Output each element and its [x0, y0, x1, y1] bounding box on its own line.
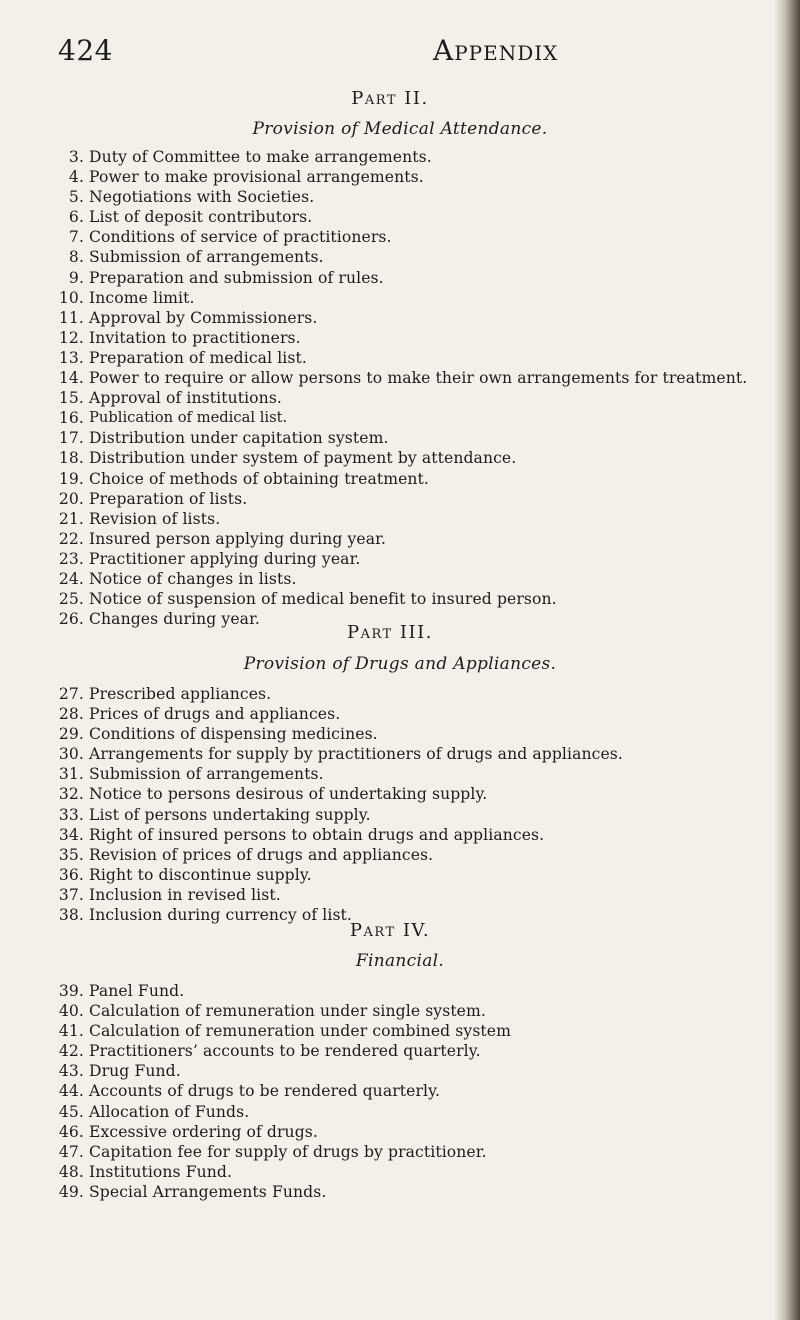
- item-text: Prices of drugs and appliances.: [89, 705, 341, 724]
- list-item: [0, 764, 790, 784]
- item-number: 5.: [68, 188, 84, 207]
- list-item: [0, 489, 790, 509]
- item-number: 35.: [58, 845, 84, 864]
- item-text: Prescribed appliances.: [89, 685, 272, 703]
- list-item: [0, 744, 790, 764]
- item-text: Submission of arrangements.: [89, 248, 324, 267]
- list-item: [0, 509, 790, 529]
- item-text: Special Arrangements Funds.: [89, 1182, 327, 1201]
- item-number: 22.: [58, 529, 84, 548]
- item-number: 26.: [58, 610, 84, 629]
- page-edge-shadow: [774, 0, 800, 1320]
- item-text: Capitation fee for supply of drugs by practitioner.: [89, 1142, 487, 1161]
- item-number: 49.: [58, 1182, 84, 1201]
- list-item: [0, 448, 790, 468]
- item-text: Right to discontinue supply.: [89, 865, 312, 884]
- item-number: 46.: [58, 1122, 84, 1141]
- list-item: [0, 1001, 790, 1021]
- part-subtitle: Provision of Drugs and Appliances.: [243, 654, 557, 674]
- item-number: 33.: [58, 805, 84, 824]
- list-item: [0, 207, 790, 227]
- item-text: Inclusion during currency of list.: [89, 906, 352, 925]
- item-number: 17.: [58, 429, 84, 448]
- item-text: Panel Fund.: [89, 982, 185, 1000]
- item-text: Right of insured persons to obtain drugs and appliances.: [89, 825, 545, 844]
- item-number: 41.: [58, 1022, 84, 1041]
- item-number: 27.: [58, 685, 84, 703]
- part-subtitle: Financial.: [355, 951, 445, 971]
- item-text: Conditions of service of practitioners.: [89, 228, 392, 247]
- item-number: 42.: [58, 1042, 84, 1061]
- item-text: Preparation of medical list.: [89, 348, 307, 367]
- list-item: [0, 368, 790, 388]
- list-item: [0, 865, 790, 885]
- item-number: 36.: [58, 865, 84, 884]
- item-number: 10.: [58, 288, 84, 307]
- list-item: [0, 529, 790, 549]
- list-item: [0, 784, 790, 804]
- list-item: [0, 549, 790, 569]
- list-item: [0, 684, 790, 704]
- list-item: [0, 589, 790, 609]
- item-text: Excessive ordering of drugs.: [89, 1122, 318, 1141]
- item-text: Revision of prices of drugs and appliances.: [89, 845, 434, 864]
- list-item: [0, 308, 790, 328]
- item-number: 32.: [58, 785, 84, 804]
- list-item: [0, 268, 790, 288]
- item-number: 29.: [58, 725, 84, 744]
- list-item: [0, 247, 790, 267]
- item-number: 44.: [58, 1082, 84, 1101]
- list-item: [0, 1081, 790, 1101]
- item-text: Practitioner applying during year.: [89, 549, 361, 568]
- item-text: Practitioners’ accounts to be rendered quarterly.: [89, 1042, 481, 1061]
- list-item: [0, 408, 790, 428]
- item-text: Calculation of remuneration under single system.: [89, 1002, 486, 1021]
- item-text: Notice of changes in lists.: [89, 569, 297, 588]
- item-text: Power to make provisional arrangements.: [89, 168, 424, 187]
- list-item: [0, 569, 790, 589]
- item-text: Submission of arrangements.: [89, 765, 324, 784]
- item-text: Revision of lists.: [89, 509, 221, 528]
- part-3-entries: [0, 684, 790, 925]
- list-item: [0, 1041, 790, 1061]
- page-number: 424: [58, 34, 113, 67]
- item-text: Insured person applying during year.: [89, 529, 387, 548]
- item-text: List of deposit contributors.: [89, 208, 313, 227]
- item-text: Distribution under capitation system.: [89, 429, 389, 448]
- list-item: [0, 1182, 790, 1202]
- item-number: 6.: [68, 208, 84, 227]
- item-number: 8.: [68, 248, 84, 267]
- item-text: Drug Fund.: [89, 1062, 181, 1081]
- list-item: [0, 1021, 790, 1041]
- item-text: Conditions of dispensing medicines.: [89, 725, 378, 744]
- item-text: Power to require or allow persons to make their own arrangements for treatment.: [89, 369, 748, 388]
- part-heading: Part IV.: [349, 920, 431, 941]
- list-item: [0, 328, 790, 348]
- part-subtitle: Provision of Medical Attendance.: [252, 119, 548, 139]
- item-text: Accounts of drugs to be rendered quarterly.: [89, 1082, 441, 1101]
- item-number: 31.: [58, 765, 84, 784]
- list-item: [0, 147, 790, 167]
- item-text: Inclusion in revised list.: [89, 885, 281, 904]
- list-item: [0, 469, 790, 489]
- part-heading: Part III.: [346, 622, 433, 643]
- item-number: 9.: [68, 268, 84, 287]
- list-item: [0, 981, 790, 1001]
- list-item: [0, 1142, 790, 1162]
- item-number: 4.: [68, 168, 84, 187]
- part-4-entries: [0, 981, 790, 1202]
- list-item: [0, 348, 790, 368]
- item-number: 28.: [58, 705, 84, 724]
- item-number: 37.: [58, 885, 84, 904]
- list-item: [0, 825, 790, 845]
- item-text: Preparation of lists.: [89, 489, 248, 508]
- list-item: [0, 187, 790, 207]
- list-item: [0, 428, 790, 448]
- item-number: 15.: [58, 389, 84, 408]
- item-number: 25.: [58, 590, 84, 609]
- part-heading: Part II.: [351, 88, 429, 109]
- item-number: 21.: [58, 509, 84, 528]
- list-item: [0, 704, 790, 724]
- item-text: Approval of institutions.: [89, 389, 282, 408]
- item-number: 16.: [58, 409, 84, 428]
- item-number: 30.: [58, 745, 84, 764]
- item-number: 45.: [58, 1102, 84, 1121]
- list-item: [0, 167, 790, 187]
- list-item: [0, 388, 790, 408]
- item-text: Notice of suspension of medical benefit to insured person.: [89, 590, 557, 609]
- item-text: Publication of medical list.: [89, 409, 288, 427]
- item-text: Invitation to practitioners.: [89, 328, 301, 347]
- item-number: 40.: [58, 1002, 84, 1021]
- item-text: Duty of Committee to make arrangements.: [89, 148, 432, 166]
- item-text: Income limit.: [89, 288, 195, 307]
- item-number: 23.: [58, 549, 84, 568]
- part-2-entries: [0, 147, 790, 629]
- list-item: [0, 845, 790, 865]
- list-item: [0, 885, 790, 905]
- item-text: Arrangements for supply by practitioners of drugs and appliances.: [89, 745, 623, 764]
- item-text: Notice to persons desirous of undertaking supply.: [89, 785, 488, 804]
- item-number: 13.: [58, 348, 84, 367]
- list-item: [0, 1162, 790, 1182]
- list-item: [0, 288, 790, 308]
- item-number: 3.: [68, 148, 84, 166]
- item-number: 14.: [58, 369, 84, 388]
- item-text: Preparation and submission of rules.: [89, 268, 384, 287]
- item-number: 12.: [58, 328, 84, 347]
- item-number: 20.: [58, 489, 84, 508]
- item-text: Choice of methods of obtaining treatment.: [89, 469, 429, 488]
- list-item: [0, 1122, 790, 1142]
- item-text: Negotiations with Societies.: [89, 188, 315, 207]
- item-number: 39.: [58, 982, 84, 1000]
- item-number: 47.: [58, 1142, 84, 1161]
- item-number: 43.: [58, 1062, 84, 1081]
- item-text: Distribution under system of payment by attendance.: [89, 449, 517, 468]
- item-text: Allocation of Funds.: [89, 1102, 250, 1121]
- running-head: [58, 30, 748, 70]
- list-item: [0, 1102, 790, 1122]
- item-number: 19.: [58, 469, 84, 488]
- item-text: Changes during year.: [89, 610, 260, 629]
- list-item: [0, 724, 790, 744]
- list-item: [0, 1061, 790, 1081]
- item-number: 34.: [58, 825, 84, 844]
- item-number: 38.: [58, 906, 84, 925]
- item-number: 18.: [58, 449, 84, 468]
- item-text: Calculation of remuneration under combined system: [89, 1022, 512, 1041]
- item-number: 11.: [58, 308, 84, 327]
- item-number: 24.: [58, 569, 84, 588]
- running-title: Appendix: [433, 34, 559, 67]
- item-text: Institutions Fund.: [89, 1162, 233, 1181]
- list-item: [0, 227, 790, 247]
- item-number: 7.: [68, 228, 84, 247]
- item-number: 48.: [58, 1162, 84, 1181]
- item-text: Approval by Commissioners.: [89, 308, 318, 327]
- list-item: [0, 805, 790, 825]
- item-text: List of persons undertaking supply.: [89, 805, 371, 824]
